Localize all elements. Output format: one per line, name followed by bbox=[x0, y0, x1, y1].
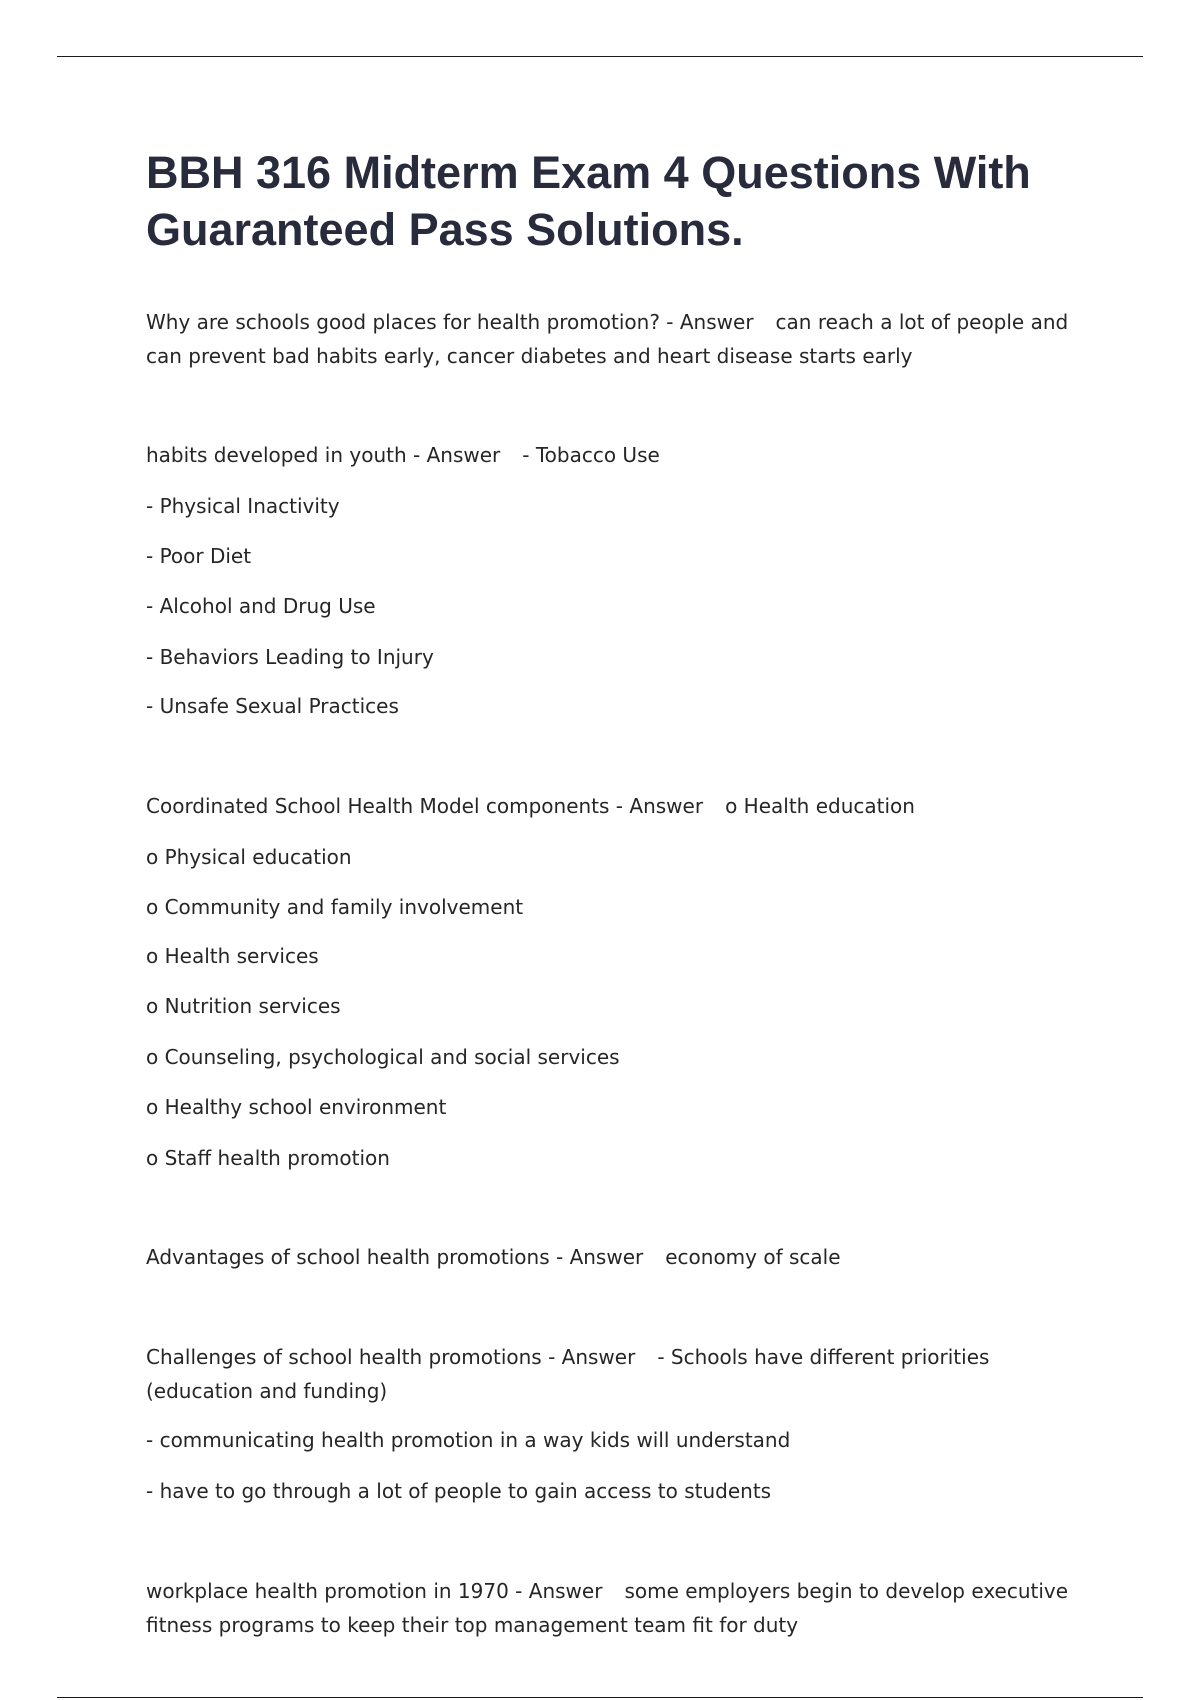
question-text: Coordinated School Health Model components bbox=[146, 794, 610, 818]
answer-text: o Health education bbox=[725, 794, 915, 818]
top-rule bbox=[57, 56, 1143, 57]
answer-line: o Health services bbox=[146, 944, 319, 968]
answer-line: - Alcohol and Drug Use bbox=[146, 594, 376, 618]
qa-item-5: Challenges of school health promotions - Answer - Schools have different priorities (education and funding) bbox=[146, 1345, 990, 1403]
answer-label: Answer bbox=[528, 1579, 603, 1603]
answer-label: Answer bbox=[629, 794, 704, 818]
question-text: Advantages of school health promotions bbox=[146, 1245, 550, 1269]
answer-line: o Healthy school environment bbox=[146, 1095, 447, 1119]
qa-item-1: Why are schools good places for health promotion? - Answer can reach a lot of people and can prevent bad habits early, cancer diabetes and heart disease starts early bbox=[146, 310, 1069, 368]
question-text: Why are schools good places for health promotion? bbox=[146, 310, 660, 334]
document-title: BBH 316 Midterm Exam 4 Questions With Guaranteed Pass Solutions. bbox=[146, 147, 1031, 255]
answer-line: o Staff health promotion bbox=[146, 1146, 390, 1170]
bottom-rule bbox=[57, 1697, 1143, 1698]
answer-line: - Poor Diet bbox=[146, 544, 252, 568]
answer-text: some employers begin to develop executive fitness programs to keep their top management team fit for duty bbox=[146, 1579, 1069, 1637]
answer-line: o Physical education bbox=[146, 845, 352, 869]
answer-text: can reach a lot of people and can prevent bad habits early, cancer diabetes and heart disease starts early bbox=[146, 310, 1069, 368]
answer-label: Answer bbox=[569, 1245, 644, 1269]
answer-line: o Community and family involvement bbox=[146, 895, 524, 919]
qa-item-4: Advantages of school health promotions - Answer economy of scale bbox=[146, 1245, 841, 1269]
answer-line: - Physical Inactivity bbox=[146, 494, 340, 518]
question-text: workplace health promotion in 1970 bbox=[146, 1579, 509, 1603]
answer-text: economy of scale bbox=[665, 1245, 841, 1269]
question-text: habits developed in youth bbox=[146, 443, 407, 467]
answer-line: o Nutrition services bbox=[146, 994, 341, 1018]
answer-line: - Unsafe Sexual Practices bbox=[146, 694, 399, 718]
answer-label: Answer bbox=[679, 310, 754, 334]
answer-label: Answer bbox=[426, 443, 501, 467]
question-text: Challenges of school health promotions bbox=[146, 1345, 542, 1369]
answer-line: - Behaviors Leading to Injury bbox=[146, 645, 434, 669]
qa-item-2: habits developed in youth - Answer - Tobacco Use bbox=[146, 443, 660, 467]
answer-text: - Tobacco Use bbox=[522, 443, 660, 467]
answer-label: Answer bbox=[561, 1345, 636, 1369]
answer-line: o Counseling, psychological and social services bbox=[146, 1045, 620, 1069]
answer-line: - have to go through a lot of people to gain access to students bbox=[146, 1479, 772, 1503]
qa-item-6: workplace health promotion in 1970 - Answer some employers begin to develop executive fitness programs to keep their top management team fit for duty bbox=[146, 1579, 1069, 1637]
qa-item-3: Coordinated School Health Model components - Answer o Health education bbox=[146, 794, 915, 818]
answer-text: - Schools have different priorities (education and funding) bbox=[146, 1345, 990, 1403]
answer-line: - communicating health promotion in a way kids will understand bbox=[146, 1428, 791, 1452]
